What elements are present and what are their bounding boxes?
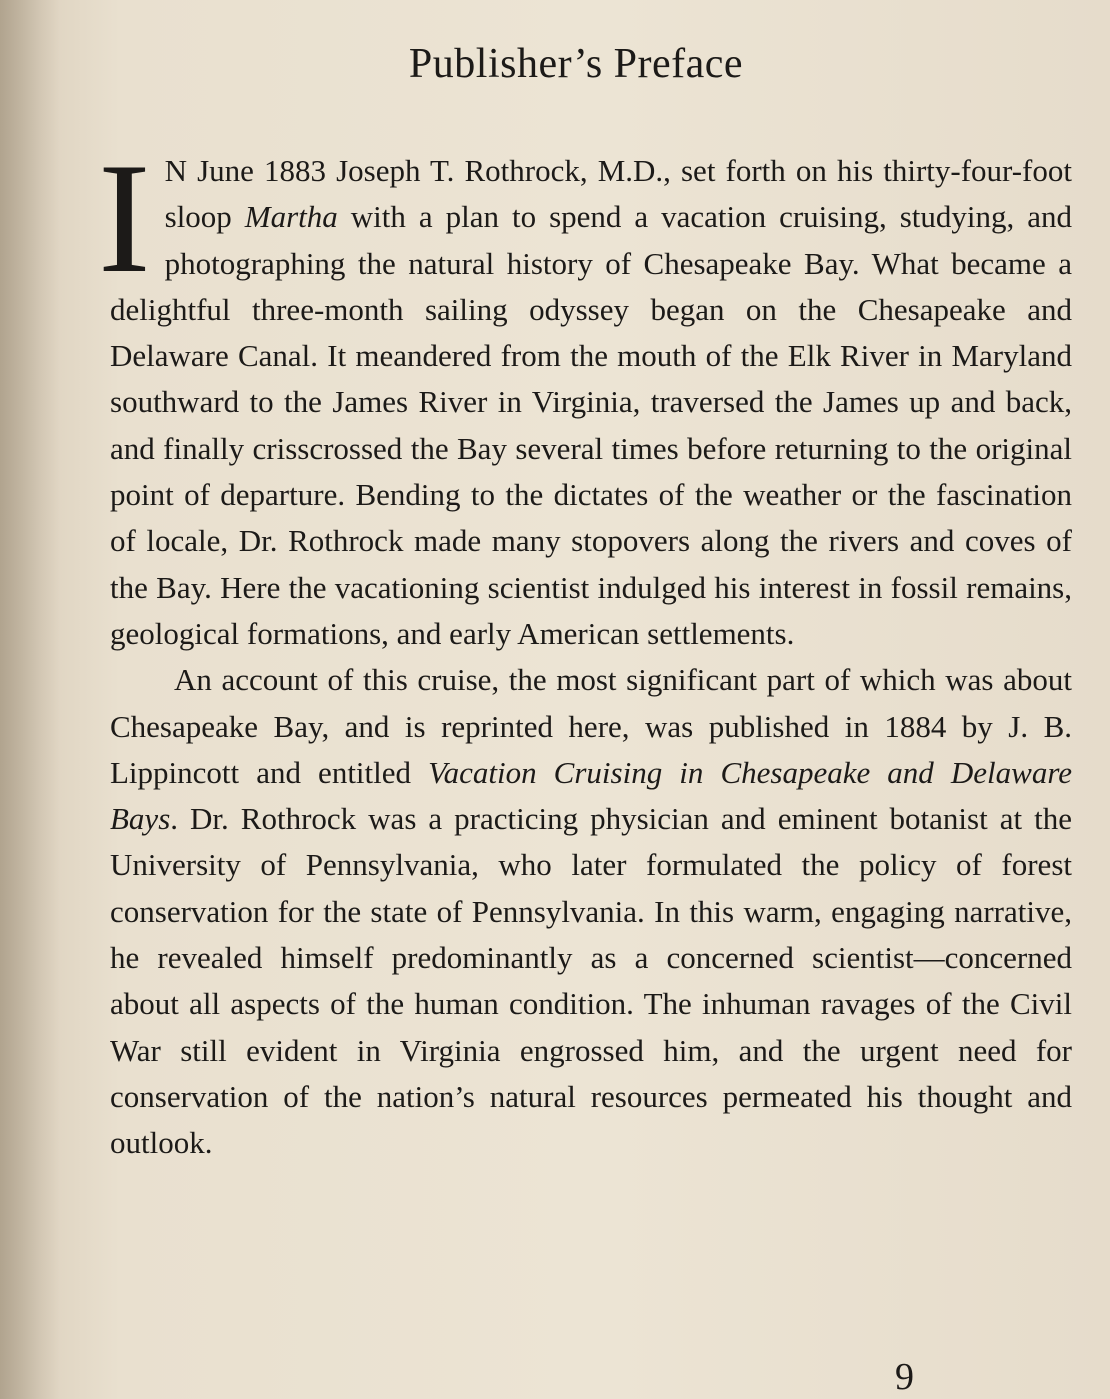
paragraph-1 — [98, 131, 1072, 657]
book-title: Vacation Cruising in Chesapeake and Delaware Bays — [110, 754, 1072, 837]
page-number: 9 — [895, 1356, 914, 1398]
paragraph-2 — [110, 657, 1072, 1166]
page-title: Publisher’s Preface — [408, 41, 744, 87]
paragraph-2-text-b: . Dr. Rothrock was a practicing physician and eminent botanist at the University of Pennsylvania, who later formulated the policy of forest conservation for the state of Pennsylvania. In this warm, engaging narrative, he revealed himself predominantly as a concerned scientist—concerned about all aspects of the human condition. The inhuman ravages of the Civil War still evident in Virginia engrossed him, and the urgent need for conservation of the nation’s natural resources permeated his thought and outlook. — [110, 801, 1072, 1161]
paragraph-1-text-b: with a plan to spend a vacation cruising, studying, and photographing the natural history of Chesapeake Bay. What became a delightful three-month sailing odyssey began on the Chesapeake and Delaware Canal. It meandered from the mouth of the Elk River in Maryland southward to the James River in Virginia, traversed the James up and back, and finally crisscrossed the Bay several times before returning to the original point of departure. Bending to the dictates of the weather or the fascination of locale, Dr. Rothrock made many stopovers along the rivers and coves of the Bay. Here the vacationing scientist indulged his interest in fossil remains, geological formations, and early American settlements. — [110, 199, 1072, 651]
lead-smallcaps: N — [164, 153, 188, 188]
preface-text — [98, 131, 1072, 1167]
paragraph-2-text-a: An account of this cruise, the most significant part of which was about Chesapeake Bay, and is reprinted here, was published in 1884 by J. B. Lippincott and entitled — [110, 662, 1072, 790]
gutter-shadow — [0, 0, 60, 1399]
boat-name: Martha — [244, 199, 338, 235]
paragraph-1-text-a: June 1883 Joseph T. Rothrock, M.D., set forth on his thirty-four-foot sloop — [164, 153, 1072, 235]
drop-cap: I — [98, 131, 151, 306]
